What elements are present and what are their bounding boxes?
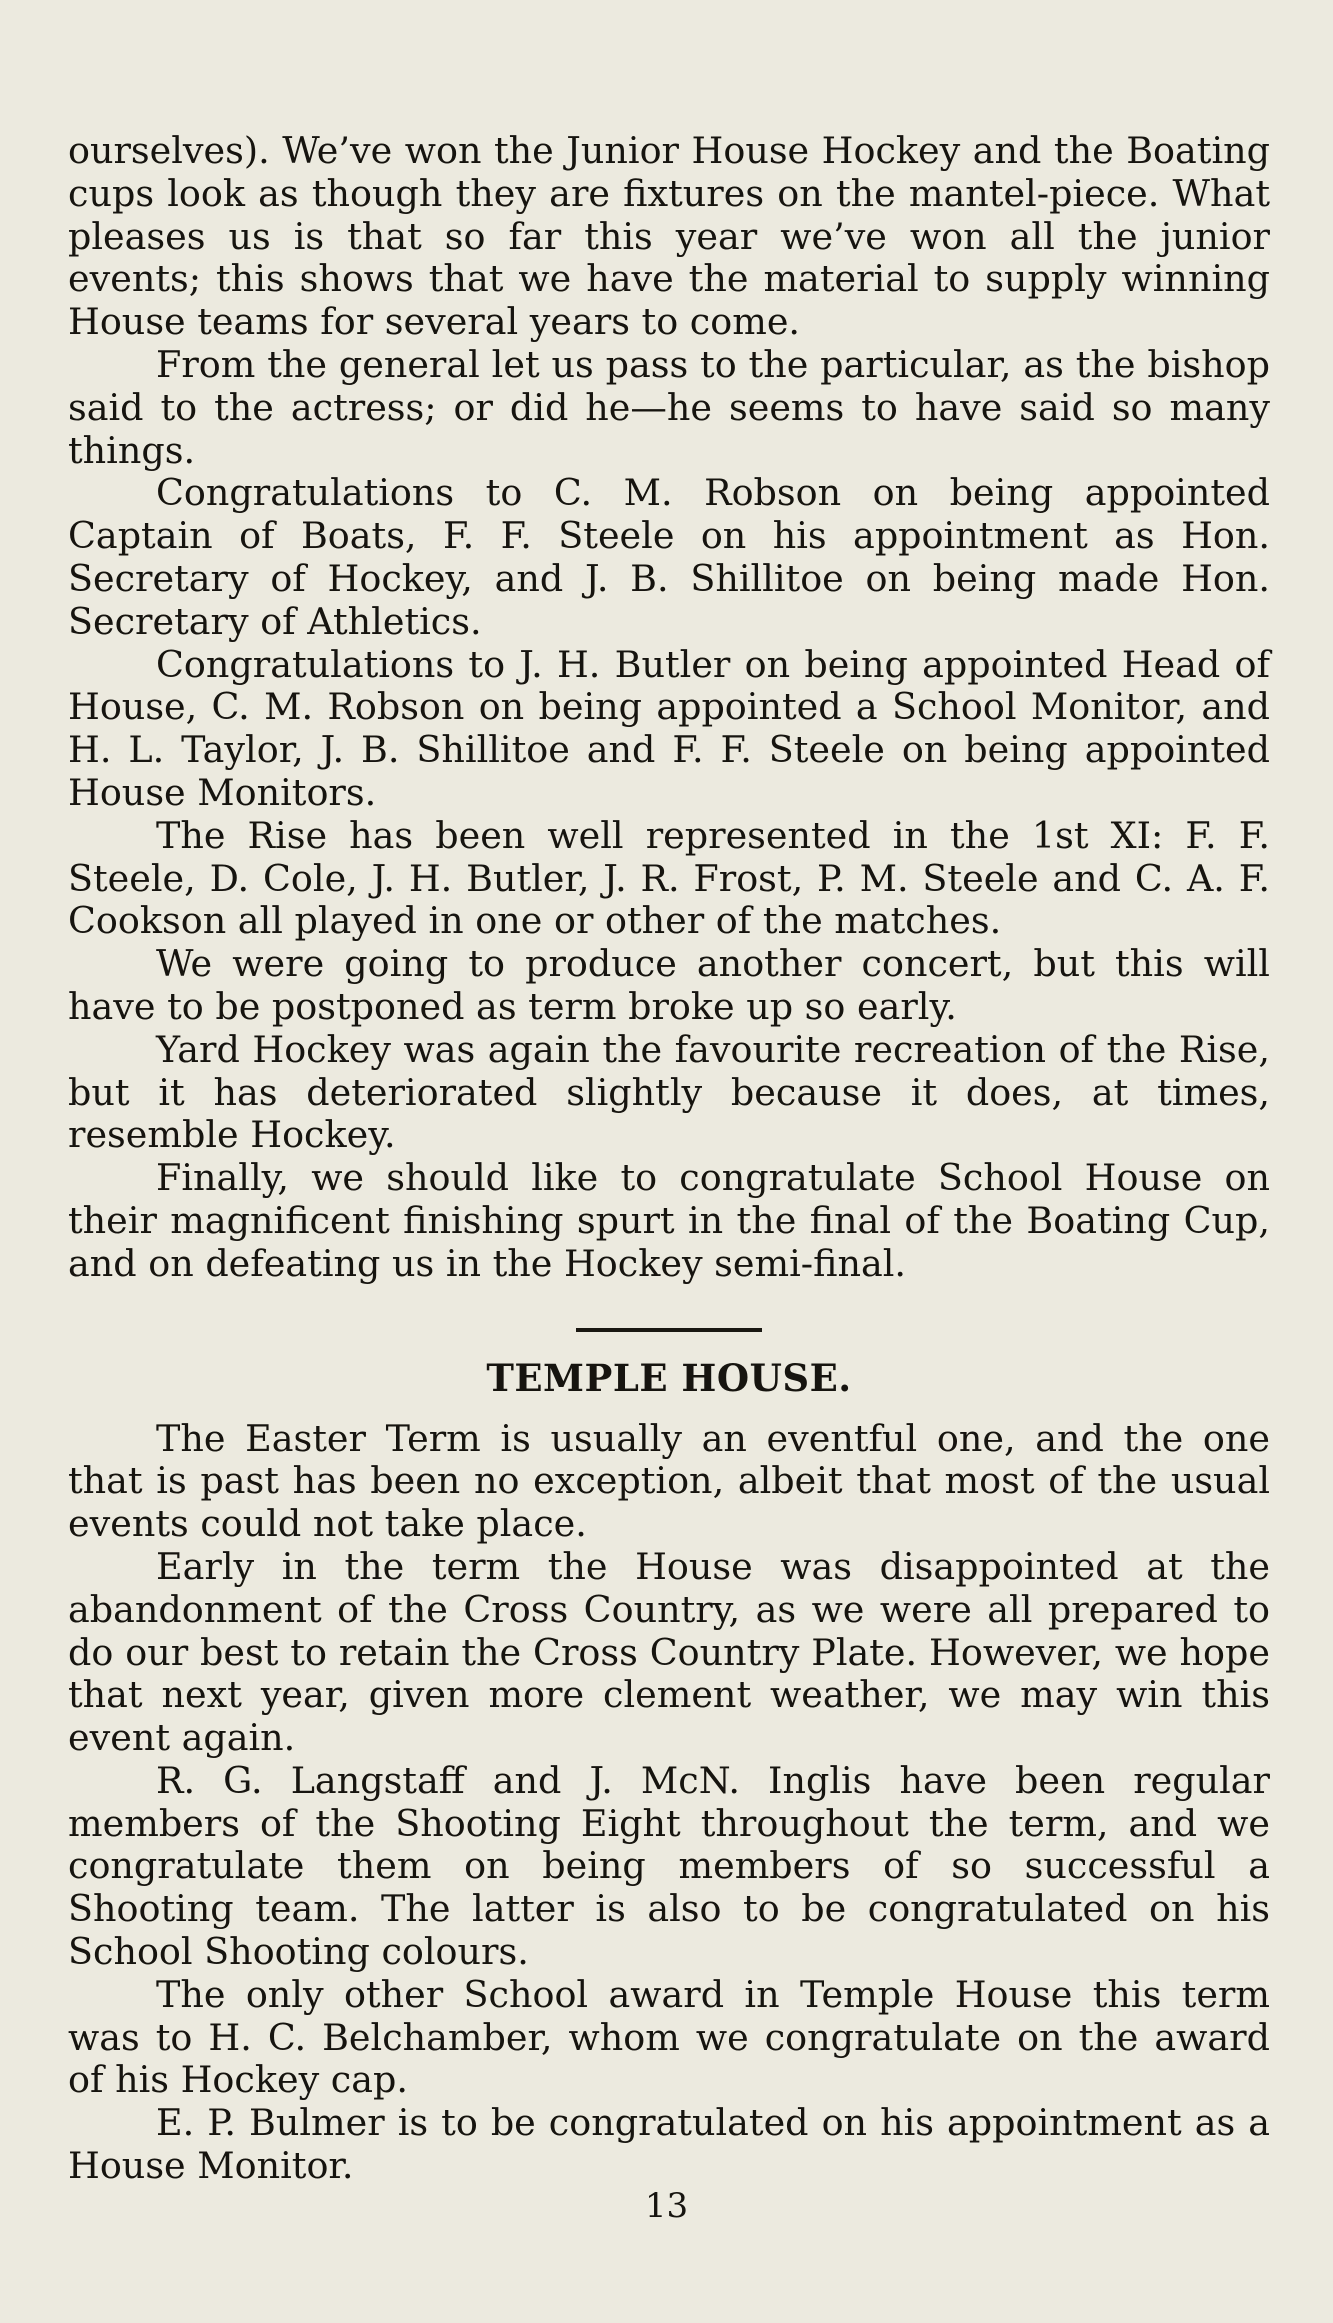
rise-paragraph: From the general let us pass to the particular, as the bishop said to the actress; or did he—he seems to have said so many things. <box>68 342 1270 472</box>
rise-paragraph: Congratulations to C. M. Robson on being appointed Captain of Boats, F. F. Steele on his appointment as Hon. Secretary of Hockey, and J. B. Shillitoe on being made Hon. Secretary of Athletics. <box>68 471 1270 643</box>
page-body <box>68 130 1270 2188</box>
section-divider <box>576 1328 762 1332</box>
section-heading-temple-house: TEMPLE HOUSE. <box>486 1355 852 1400</box>
rise-paragraph: The Rise has been well represented in the 1st XI: F. F. Steele, D. Cole, J. H. Butler, J. R. Frost, P. M. Steele and C. A. F. Cookson all played in one or other of the matches. <box>68 813 1270 943</box>
rise-paragraph: Finally, we should like to congratulate School House on their magnificent finishing spurt in the final of the Boating Cup, and on defeating us in the Hockey semi-final. <box>68 1156 1270 1285</box>
rise-paragraph: Yard Hockey was again the favourite recreation of the Rise, but it has deteriorated slightly because it does, at times, resemble Hockey. <box>68 1027 1270 1157</box>
rise-paragraph: We were going to produce another concert, but this will have to be postponed as term broke up so early. <box>68 942 1270 1028</box>
temple-paragraph: The Easter Term is usually an eventful one, and the one that is past has been no exception, albeit that most of the usual events could not take place. <box>68 1416 1270 1546</box>
rise-paragraph: Congratulations to J. H. Butler on being appointed Head of House, C. M. Robson on being appointed a School Monitor, and H. L. Taylor, J. B. Shillitoe and F. F. Steele on being appointed House Monitors. <box>68 642 1270 814</box>
page-number: 13 <box>644 2186 689 2226</box>
rise-paragraph-continued: ourselves). We’ve won the Junior House Hockey and the Boating cups look as though they are fixtures on the mantel-piece. What pleases us is that so far this year we’ve won all the junior events; this shows that we have the material to supply winning House teams for several years to come. <box>68 129 1270 344</box>
temple-paragraph: E. P. Bulmer is to be congratulated on his appointment as a House Monitor. <box>68 2101 1270 2188</box>
temple-paragraph: Early in the term the House was disappointed at the abandonment of the Cross Country, as we were all prepared to do our best to retain the Cross Country Plate. However, we hope that next year, given more clement weather, we may win this event again. <box>68 1544 1270 1760</box>
temple-paragraph: R. G. Langstaff and J. McN. Inglis have been regular members of the Shooting Eight throughout the term, and we congratulate them on being members of so successful a Shooting team. The latter is also to be congratulated on his School Shooting colours. <box>68 1758 1270 1974</box>
temple-paragraph: The only other School award in Temple House this term was to H. C. Belchamber, whom we congratulate on the award of his Hockey cap. <box>68 1972 1270 2102</box>
